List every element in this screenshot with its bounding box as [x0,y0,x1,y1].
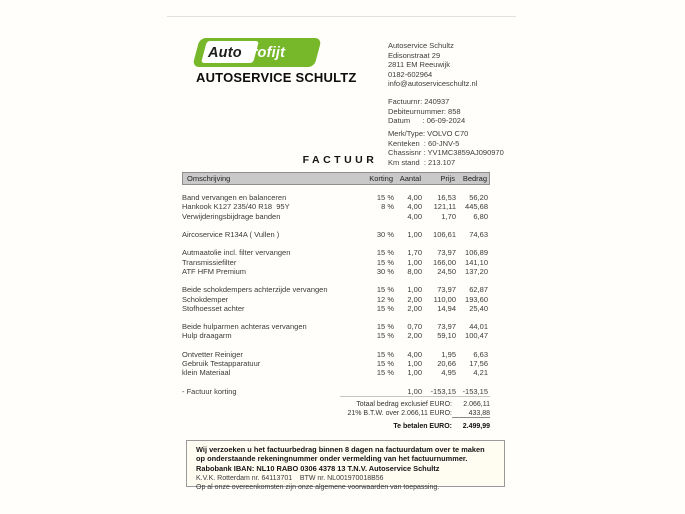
cell-prijs: 73,97 [437,322,456,332]
cell-aantal: 2,00 [407,303,422,313]
company-name: AUTOSERVICE SCHULTZ [196,70,357,85]
table-row [182,193,490,202]
cell-korting: 15 % [376,248,394,258]
contact-line: Autoservice Schultz [388,41,454,50]
cell-desc: Beide hulparmen achteras vervangen [182,322,307,332]
invoice-table-body [182,193,490,396]
cell-aantal: 1,70 [407,248,422,258]
cell-desc: - Factuur korting [182,386,237,396]
table-row [182,285,490,294]
cell-aantal: 2,00 [407,294,422,304]
totals-divider-line [340,396,490,397]
cell-bedrag: 137,20 [465,266,488,276]
cell-desc: Aircoservice R134A ( Vullen ) [182,230,280,240]
payment-terms-box [186,440,505,491]
cell-aantal: 8,00 [407,266,422,276]
cell-korting: 15 % [376,331,394,341]
cell-bedrag: 44,01 [469,322,488,332]
payment-terms-line: Rabobank IBAN: NL10 RABO 0306 4378 13 T.N.V. Autoservice Schultz [196,463,440,473]
cell-prijs: 24,50 [437,266,456,276]
cell-aantal: 1,00 [407,257,422,267]
cell-korting: 15 % [376,349,394,359]
table-row [182,359,490,368]
table-header-row [182,172,490,185]
total-due-row [340,422,490,431]
table-row [182,257,490,266]
cell-korting: 30 % [376,230,394,240]
contact-line: 0182-602964 [388,69,433,79]
table-row [182,322,490,331]
cell-korting: 8 % [381,202,394,212]
table-row [182,294,490,303]
legal-line: Op al onze overeenkomsten zijn onze algemene voorwaarden van toepassing. [196,483,440,491]
cell-prijs: 14,94 [437,303,456,313]
cell-korting: 30 % [376,266,394,276]
total-excl-label: Totaal bedrag exclusief EURO: [356,401,452,408]
table-row [182,248,490,257]
row-spacer [182,221,490,230]
row-spacer [182,341,490,350]
cell-prijs: 1,95 [441,349,456,359]
cell-bedrag: 25,40 [469,303,488,313]
cell-bedrag: 141,10 [465,257,488,267]
cell-desc: Stofhoesset achter [182,303,245,313]
invoice-meta-line: Debiteurnummer: 858 [388,106,461,116]
cell-bedrag: 56,20 [469,193,488,203]
row-spacer [182,313,490,322]
cell-aantal: 1,00 [407,359,422,368]
cell-korting: 15 % [376,257,394,267]
cell-desc: Beide schokdempers achterzijde vervangen [182,285,328,295]
row-spacer [182,377,490,386]
cell-desc: klein Materiaal [182,368,231,378]
legal-line: K.V.K. Rotterdam nr. 64113701 BTW nr. NL001970018B56 [196,475,384,483]
cell-desc: Hulp draagarm [182,331,232,341]
table-row [182,267,490,276]
cell-aantal: 2,00 [407,331,422,341]
payment-terms-line: Wij verzoeken u het factuurbedrag binnen 8 dagen na factuurdatum over te maken [196,445,485,454]
vat-value: 433,88 [452,410,490,418]
legal-lines [196,475,496,492]
row-spacer [182,276,490,285]
cell-desc: Gebruik Testapparatuur [182,359,261,368]
column-header-prijs: Prijs [440,174,455,183]
cell-desc: Band vervangen en balanceren [182,193,287,203]
cell-korting: 15 % [376,359,394,368]
vat-row [340,409,490,418]
company-contact-block [388,41,477,89]
payment-terms-bold-lines [196,445,496,473]
vehicle-info-line: Km stand : 213.107 [388,157,456,167]
total-excl-value: 2.066,11 [463,401,490,408]
cell-prijs: 16,53 [437,193,456,203]
cell-prijs: 59,10 [437,331,456,341]
total-due-label: Te betalen EURO: [393,423,452,430]
cell-bedrag: 445,68 [465,202,488,212]
cell-aantal: 1,00 [407,285,422,295]
invoice-meta-line: Datum : 06-09-2024 [388,116,466,126]
column-header-bedrag: Bedrag [462,174,487,183]
cell-desc: Autmaatolie incl. filter vervangen [182,248,291,258]
contact-line: Edisonstraat 29 [388,50,441,60]
cell-prijs: 121,11 [433,202,456,212]
vehicle-info-block [388,129,504,167]
cell-aantal: 1,00 [407,368,422,378]
cell-bedrag: 17,56 [469,359,488,368]
total-excl-row [340,400,490,409]
cell-bedrag: 6,80 [473,211,488,221]
cell-bedrag: -153,15 [462,386,488,396]
cell-prijs: 1,70 [441,211,456,221]
cell-desc: Schokdemper [182,294,229,304]
vehicle-info-line: Chassisnr : YV1MC3859AJ090970 [388,148,504,158]
cell-bedrag: 106,89 [465,248,488,258]
page-top-edge-line [167,16,516,17]
cell-prijs: 20,66 [437,359,456,368]
cell-korting: 15 % [376,303,394,313]
cell-prijs: 4,95 [441,368,456,378]
vehicle-info-line: Merk/Type: VOLVO C70 [388,129,469,138]
cell-aantal: 4,00 [407,193,422,203]
table-row [182,386,490,395]
cell-prijs: 73,97 [437,285,456,295]
cell-prijs: 73,97 [437,248,456,258]
cell-desc: Verwijderingsbijdrage banden [182,211,281,221]
cell-korting: 15 % [376,322,394,332]
autoprofijt-logo [196,38,318,67]
table-row [182,304,490,313]
cell-aantal: 1,00 [407,230,422,240]
table-row [182,212,490,221]
cell-bedrag: 6,63 [473,349,488,359]
cell-prijs: -153,15 [430,386,456,396]
cell-desc: ATF HFM Premium [182,266,247,276]
cell-bedrag: 62,87 [469,285,488,295]
cell-aantal: 4,00 [407,202,422,212]
invoice-meta-line: Factuurnr: 240937 [388,97,450,106]
contact-line: info@autoserviceschultz.nl [388,79,478,89]
cell-korting: 15 % [376,193,394,203]
vehicle-info-line: Kenteken : 60-JNV-5 [388,138,460,148]
logo-word-auto: Auto [208,44,242,61]
cell-desc: Transmissiefilter [182,257,237,267]
cell-aantal: 4,00 [407,211,422,221]
cell-korting: 12 % [376,294,394,304]
cell-prijs: 106,61 [433,230,456,240]
cell-aantal: 4,00 [407,349,422,359]
cell-desc: Hankook K127 235/40 R18 95Y [182,202,290,212]
total-due-value: 2.499,99 [462,423,490,430]
invoice-meta-block [388,97,465,126]
invoice-table [182,172,490,396]
cell-aantal: 0,70 [407,322,422,332]
vat-label: 21% B.T.W. over 2.066,11 EURO: [347,410,452,417]
column-header-omschrijving: Omschrijving [187,174,231,183]
cell-aantal: 1,00 [407,386,422,396]
contact-line: 2811 EM Reeuwijk [388,60,450,70]
cell-bedrag: 4,21 [473,368,488,378]
invoice-title: FACTUUR [302,154,378,166]
column-header-korting: Korting [369,174,393,183]
payment-terms-line: op onderstaande rekeningnummer onder vermelding van het factuurnummer. [196,454,468,464]
totals-block [340,396,490,431]
cell-prijs: 166,00 [433,257,456,267]
table-row [182,230,490,239]
cell-korting: 15 % [376,368,394,378]
row-spacer [182,239,490,248]
table-row [182,331,490,340]
logo-text [196,38,318,67]
cell-bedrag: 74,63 [469,230,488,240]
table-row [182,202,490,211]
column-header-aantal: Aantal [399,174,421,183]
cell-bedrag: 100,47 [465,331,488,341]
logo-word-profijt: Profijt [241,44,286,61]
table-row [182,368,490,377]
cell-prijs: 110,00 [433,294,456,304]
table-row [182,350,490,359]
cell-korting: 15 % [376,285,394,295]
cell-bedrag: 193,60 [465,294,488,304]
cell-desc: Ontvetter Reiniger [182,349,243,359]
